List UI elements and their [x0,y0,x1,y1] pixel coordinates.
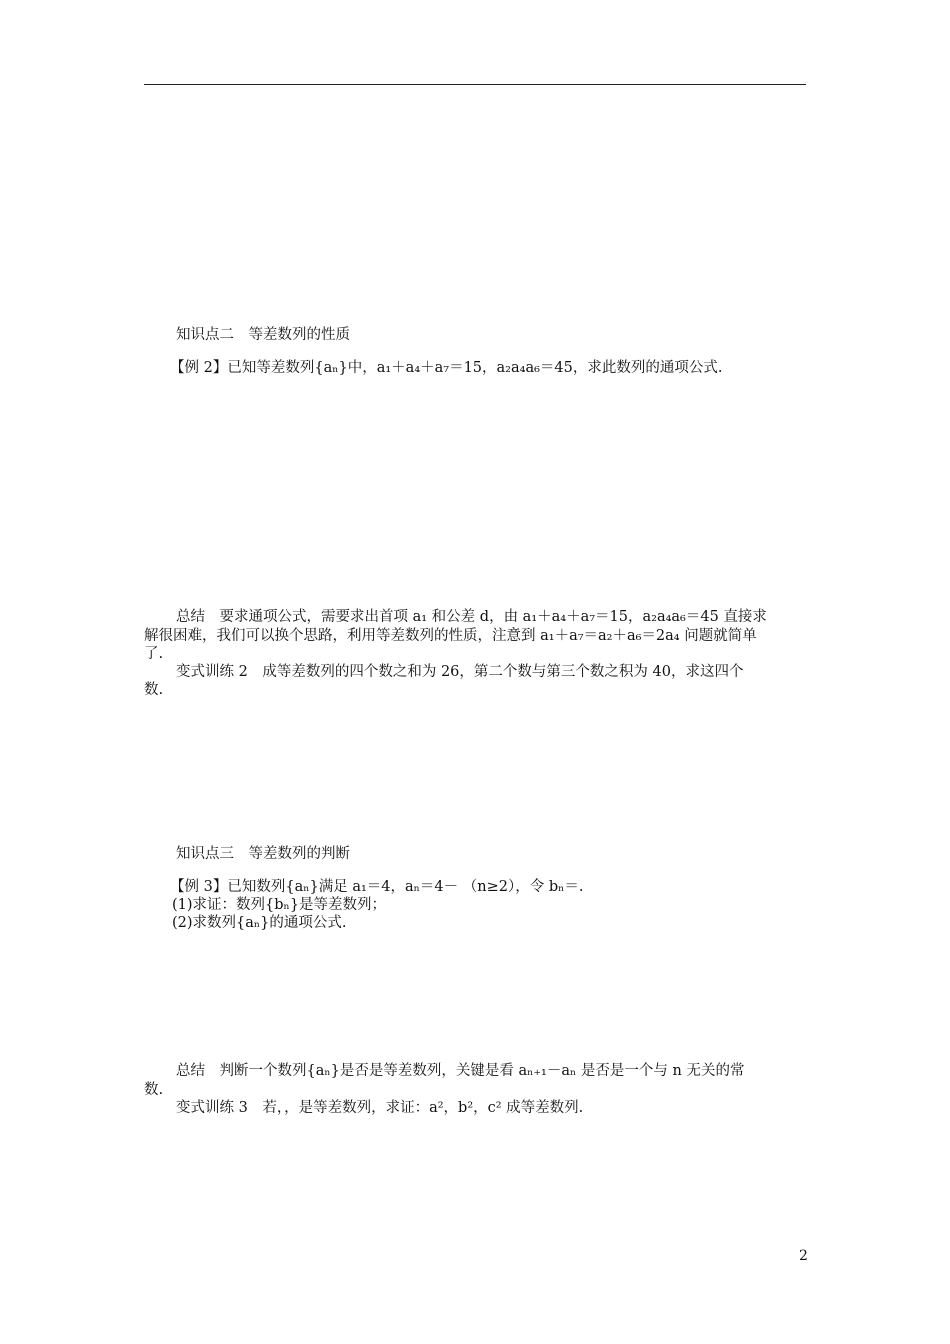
example-label: 【例 2】 [170,360,228,376]
example-3-part-2: (2)求数列{aₙ}的通项公式. [172,915,347,931]
example-text: 已知数列{aₙ}满足 a₁＝4，aₙ＝4－ （n≥2），令 bₙ＝. [227,879,584,895]
summary-3-line-1: 总结 判断一个数列{aₙ}是否是等差数列，关键是看 aₙ₊₁－aₙ 是否是一个与 n 无关的常 [176,1063,745,1079]
section-heading-2: 知识点二 等差数列的性质 [176,327,350,343]
summary-3-line-2: 数. [144,1082,164,1098]
summary-2-line-2: 解很困难，我们可以换个思路，利用等差数列的性质，注意到 a₁＋a₇＝a₂＋a₆＝2a₄ 问题就简单 [144,628,757,644]
header-rule [144,84,806,85]
example-text: 已知等差数列{aₙ}中，a₁＋a₄＋a₇＝15，a₂a₄a₆＝45，求此数列的通项公式. [227,360,723,376]
exercise-2-line-1: 变式训练 2 成等差数列的四个数之和为 26，第二个数与第三个数之积为 40，求这四个 [176,664,744,680]
example-3 [170,878,584,896]
page-number: 2 [799,1248,808,1264]
example-label: 【例 3】 [170,879,228,895]
summary-2-line-3: 了. [144,646,164,662]
example-3-part-1: (1)求证：数列{bₙ}是等差数列； [172,897,387,913]
exercise-3: 变式训练 3 若，，是等差数列，求证：a²，b²，c² 成等差数列. [176,1100,584,1116]
example-2 [170,359,722,377]
summary-2-line-1: 总结 要求通项公式，需要求出首项 a₁ 和公差 d，由 a₁＋a₄＋a₇＝15，a₂a₄a₆＝45 直接求 [176,609,767,625]
section-heading-3: 知识点三 等差数列的判断 [176,846,350,862]
exercise-2-line-2: 数. [144,682,164,698]
